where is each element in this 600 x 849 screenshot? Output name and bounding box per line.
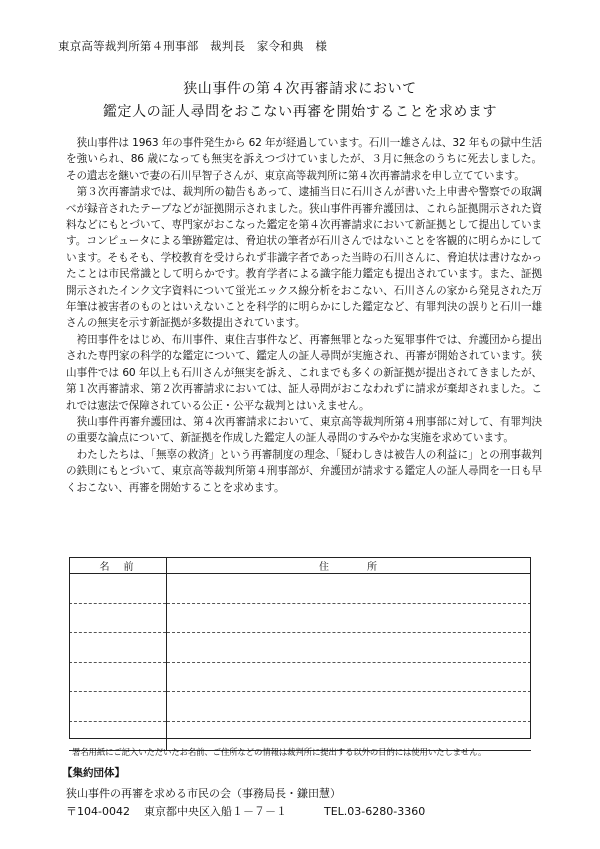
address-cell[interactable] [167,603,532,633]
collecting-org-label: 【集約団体】 [62,767,125,779]
petition-title-line1: 狭山事件の第４次再審請求において [183,81,417,97]
body-paragraph: わたしたちは、「無辜の救済」という再審制度の理念、「疑わしきは被告人の利益に」との刑事裁判の鉄則にもとづいて、東京高等裁判所第４刑事部が、弁護団が請求する鑑定人の証人尋問を一日も早くおこない、再審を開始することを求めます。 [66,448,542,494]
privacy-note: 署名用紙にご記入いただいたお名前、ご住所などの情報は裁判所に提出する以外の目的には使用いたしません。 [72,747,487,757]
organization-address [66,803,425,819]
petition-title-line2: 鑑定人の証人尋問をおこない再審を開始することを求めます [102,104,498,120]
name-column-header: 名 前 [69,558,167,574]
body-paragraph: 狭山事件再審弁護団は、第４次再審請求において、東京高等裁判所第４刑事部に対して、有罪判決の重要な論点について、新証拠を作成した鑑定人の証人尋問のすみやかな実施を求めています。 [66,415,542,445]
name-cell[interactable] [69,574,167,604]
signature-row [69,633,531,663]
address-cell[interactable] [167,662,532,692]
signature-row [69,574,531,604]
body-paragraph: 狭山事件は 1963 年の事件発生から 62 年が経過しています。石川一雄さんは、32 年もの獄中生活を強いられ、86 歳になっても無実を訴えつづけていましたが、３月に無念のうちに死去しました。その遺志を継いで妻の石川早智子さんが、東京高等裁判所に第４次再審請求を申し立てています。 [66,137,542,182]
postal-code: 〒104-0042 [66,805,130,818]
street-address: 東京都中央区入船１－７－１ [144,805,287,818]
address-column-header: 住 所 [167,558,532,574]
address-cell[interactable] [167,574,532,604]
signature-row [69,603,531,633]
address-cell[interactable] [167,692,532,722]
body-paragraph: 袴田事件をはじめ、布川事件、東住吉事件など、再審無罪となった冤罪事件では、弁護団から提出された専門家の科学的な鑑定について、鑑定人の証人尋問が実施され、再審が開始されています。狭山事件では 60 年以上も石川さんが無実を訴え、これまでも多くの新証拠が提出されてきましたが、第１次再審請求、第２次再審請求においては、証人尋問がおこなわれずに請求が棄却されました。これでは憲法で保障されている公正・公平な裁判とはいえません。 [66,333,542,412]
signature-row [69,692,531,722]
body-paragraph: 第３次再審請求では、裁判所の勧告もあって、逮捕当日に石川さんが書いた上申書や警察での取調べが録音されたテープなどが証拠開示されました。狭山事件再審弁護団は、これら証拠開示された資料などにもとづいて、専門家がおこなった鑑定を第４次再審請求において新証拠として提出しています。コンピュータによる筆跡鑑定は、脅迫状の筆者が石川さんではないことを客観的に明らかにしています。そもそも、学校教育を受けられず非識字者であった当時の石川さんに、脅迫状は書けなかったことは市民常識として明らかです。教育学者による識字能力鑑定も提出されています。また、証拠開示されたインク文字資料について蛍光エックス線分析をおこない、石川さんの家から発見された万年筆は被害者のものとはいえないことを科学的に明らかにした鑑定など、有罪判決の誤りと石川一雄さんの無実を示す新証拠が多数提出されています。 [66,186,542,330]
signature-row [69,662,531,692]
name-cell[interactable] [69,662,167,692]
signature-table [69,557,531,751]
organization-name: 狭山事件の再審を求める市民の会（事務局長・鎌田慧） [66,787,341,800]
addressee: 東京高等裁判所第４刑事部 裁判長 家令和典 様 [58,39,328,53]
petition-body [66,135,542,496]
address-cell[interactable] [167,633,532,663]
name-cell[interactable] [69,692,167,722]
name-cell[interactable] [69,603,167,633]
phone-number: TEL.03-6280-3360 [324,805,426,818]
name-cell[interactable] [69,633,167,663]
